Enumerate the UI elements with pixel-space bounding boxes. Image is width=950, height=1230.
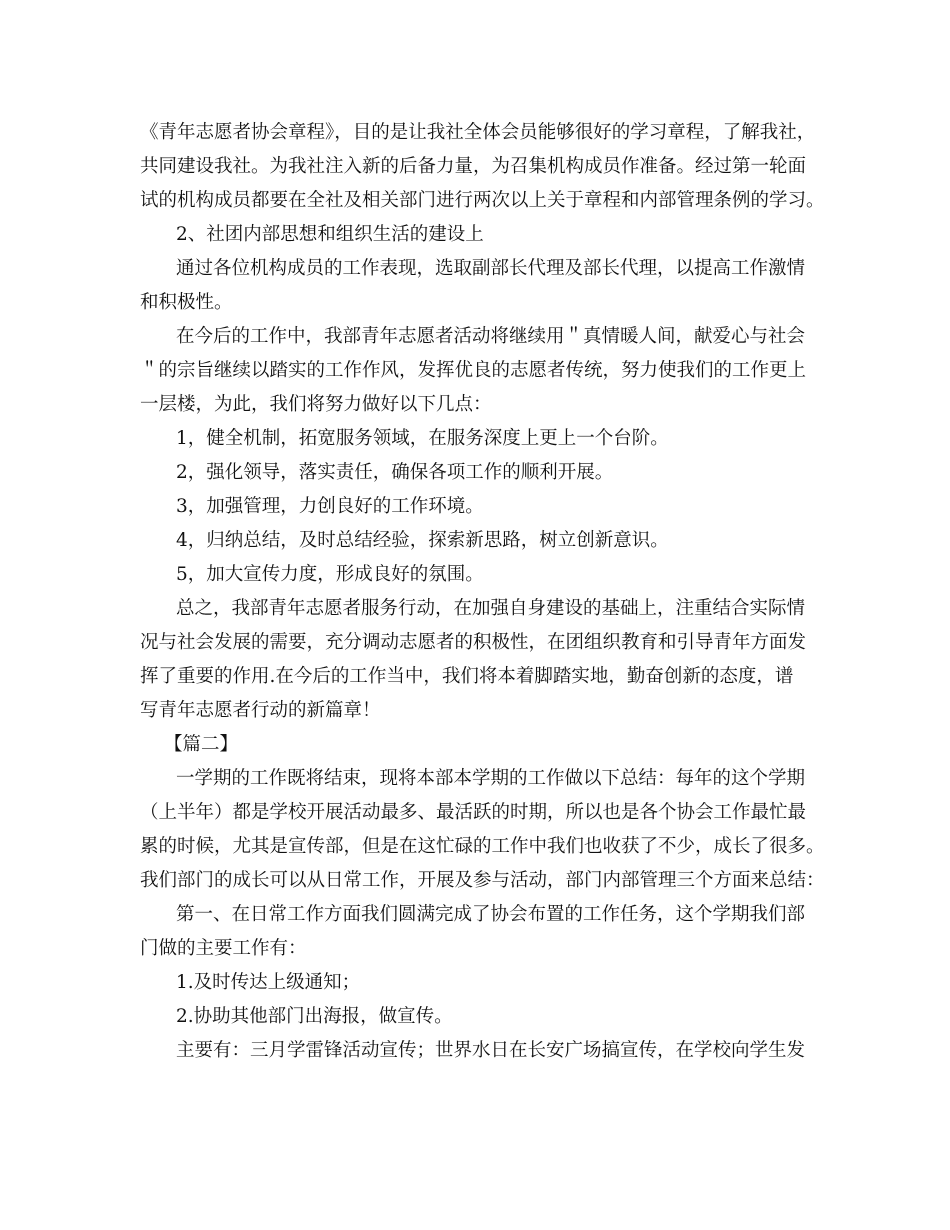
paragraph-line: （上半年）都是学校开展活动最多、最活跃的时期，所以也是各个协会工作最忙最 xyxy=(140,802,807,823)
paragraph-line: 主要有：三月学雷锋活动宣传；世界水日在长安广场搞宣传，在学校向学生发 xyxy=(176,1040,806,1061)
list-item: 2，强化领导，落实责任，确保各项工作的顺利开展。 xyxy=(176,462,614,483)
section-title: 【篇二】 xyxy=(164,734,239,755)
list-item: 1，健全机制，拓宽服务领域，在服务深度上更上一个台阶。 xyxy=(176,428,669,449)
paragraph-line: 总之，我部青年志愿者服务行动，在加强自身建设的基础上，注重结合实际情 xyxy=(176,598,806,619)
paragraph-line: 和积极性。 xyxy=(140,292,233,313)
paragraph-line: 共同建设我社。为我社注入新的后备力量，为召集机构成员作准备。经过第一轮面 xyxy=(140,156,807,177)
paragraph-line: 试的机构成员都要在全社及相关部门进行两次以上关于章程和内部管理条例的学习。 xyxy=(140,190,825,211)
paragraph-line: 《青年志愿者协会章程》，目的是让我社全体会员能够很好的学习章程，了解我社， xyxy=(140,122,816,143)
paragraph-line: 累的时候，尤其是宣传部，但是在这忙碌的工作中我们也收获了不少，成长了很多。 xyxy=(140,836,825,857)
paragraph-line: 一学期的工作既将结束，现将本部本学期的工作做以下总结：每年的这个学期 xyxy=(176,768,806,789)
paragraph-line: 挥了重要的作用.在今后的工作当中，我们将本着脚踏实地，勤奋创新的态度，谱 xyxy=(140,666,794,687)
paragraph-line: 第一、在日常工作方面我们圆满完成了协会布置的工作任务，这个学期我们部 xyxy=(176,904,806,925)
list-item: 5，加大宣传力度，形成良好的氛围。 xyxy=(176,564,484,585)
list-item: 2.协助其他部门出海报，做宣传。 xyxy=(176,1006,453,1027)
paragraph-line: 我们部门的成长可以从日常工作，开展及参与活动，部门内部管理三个方面来总结： xyxy=(140,870,825,891)
paragraph-line: 一层楼，为此，我们将努力做好以下几点： xyxy=(140,394,492,415)
section-heading: 2、社团内部思想和组织生活的建设上 xyxy=(176,224,484,245)
paragraph-line: 门做的主要工作有： xyxy=(140,938,307,959)
paragraph-line: 通过各位机构成员的工作表现，选取副部长代理及部长代理，以提高工作激情 xyxy=(176,258,806,279)
list-item: 3，加强管理，力创良好的工作环境。 xyxy=(176,496,484,517)
list-item: 4，归纳总结，及时总结经验，探索新思路，树立创新意识。 xyxy=(176,530,669,551)
paragraph-line: 在今后的工作中，我部青年志愿者活动将继续用＂真情暖人间，献爱心与社会 xyxy=(176,326,806,347)
list-item: 1.及时传达上级通知； xyxy=(176,972,361,993)
paragraph-line: 写青年志愿者行动的新篇章！ xyxy=(140,700,381,721)
paragraph-line: ＂的宗旨继续以踏实的工作作风，发挥优良的志愿者传统，努力使我们的工作更上 xyxy=(140,360,807,381)
paragraph-line: 况与社会发展的需要，充分调动志愿者的积极性，在团组织教育和引导青年方面发 xyxy=(140,632,807,653)
